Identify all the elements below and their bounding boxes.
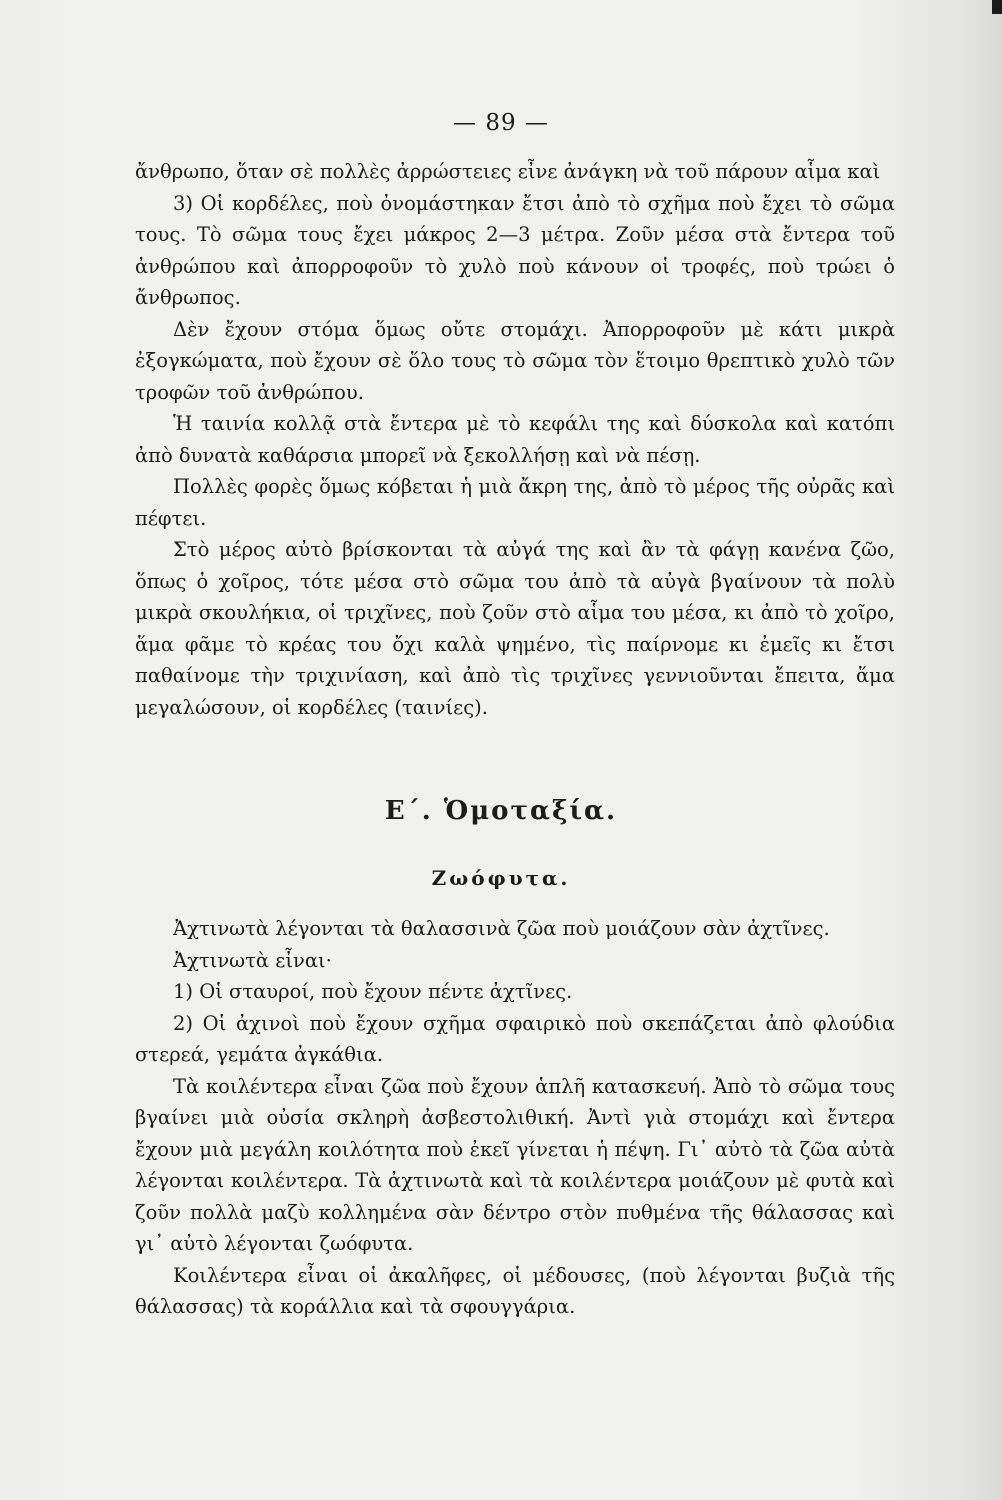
paragraph-tail-cut: Πολλὲς φορὲς ὅμως κόβεται ἡ μιὰ ἄκρη της, ἀπὸ τὸ μέρος τῆς οὐρᾶς καὶ πέφτει. [135, 475, 895, 530]
chapter-title: Ε΄. Ὁμοταξία. [384, 796, 618, 826]
paragraph-radiates-definition: Ἀχτινωτὰ λέγονται τὰ θαλασσινὰ ζῶα ποὺ μοιάζουν σὰν ἀχτῖνες. [173, 917, 830, 940]
paragraph-attachment: Ἡ ταινία κολλᾷ στὰ ἔντερα μὲ τὸ κεφάλι της καὶ δύσκολα καὶ κατόπι ἀπὸ δυνατὰ καθάρσια μπορεῖ νὰ ξεκολλήσῃ καὶ νὰ πέσῃ. [135, 412, 895, 467]
section-subtitle: Ζωόφυτα. [431, 866, 571, 890]
page-number: — 89 — [453, 110, 549, 136]
page-corner-mark [992, 0, 1002, 14]
text-block-bottom [135, 913, 895, 1323]
list-item-urchins: 2) Οἱ ἀχινοὶ ποὺ ἔχουν σχῆμα σφαιρικὸ ποὺ σκεπάζεται ἀπὸ φλούδια στερεά, γεμάτα ἀγκάθια. [135, 1011, 895, 1066]
paragraph-no-mouth: Δὲν ἔχουν στόμα ὅμως οὔτε στομάχι. Ἀπορροφοῦν μὲ κάτι μικρὰ ἐξογκώματα, ποὺ ἔχουν σὲ ὅλο τους τὸ σῶμα τὸν ἕτοιμο θρεπτικὸ χυλὸ τῶν τροφῶν τοῦ ἀνθρώπου. [135, 317, 895, 404]
paragraph-coelenterate-examples: Κοιλέντερα εἶναι οἱ ἀκαλῆφες, οἱ μέδουσες, (ποὺ λέγονται βυζιὰ τῆς θάλασσας) τὰ κοράλλια καὶ τὰ σφουγγάρια. [135, 1263, 895, 1318]
paragraph-trichinosis: Στὸ μέρος αὐτὸ βρίσκονται τὰ αὐγά της καὶ ἂν τὰ φάγῃ κανένα ζῶο, ὅπως ὁ χοῖρος, τότε μέσα στὸ σῶμα του ἀπὸ τὰ αὐγὰ βγαίνουν τὰ πολὺ μικρὰ σκουλήκια, οἱ τριχῖνες, ποὺ ζοῦν στὸ αἷμα του μέσα, κι ἀπὸ τὸ χοῖρο, ἅμα φᾶμε τὸ κρέας του ὄχι καλὰ ψημένο, τὶς παίρνομε κι ἐμεῖς κι ἔτσι παθαίνομε τὴν τριχινίαση, καὶ ἀπὸ τὶς τριχῖνες γεννιοῦνται ἔπειτα, ἅμα μεγαλώσουν, οἱ κορδέλες (ταινίες). [135, 538, 895, 719]
text-block-top [135, 156, 895, 723]
list-item-starfish: 1) Οἱ σταυροί, ποὺ ἔχουν πέντε ἀχτῖνες. [173, 980, 573, 1003]
paragraph-continuation: ἄνθρωπο, ὅταν σὲ πολλὲς ἀρρώστειες εἶνε ἀνάγκη νὰ τοῦ πάρουν αἷμα καὶ [135, 160, 881, 183]
paragraph-coelenterates: Τὰ κοιλέντερα εἶναι ζῶα ποὺ ἔχουν ἁπλῆ κατασκευή. Ἀπὸ τὸ σῶμα τους βγαίνει μιὰ οὐσία σκληρὴ ἀσβεστολιθική. Ἀντὶ γιὰ στομάχι καὶ ἔντερα ἔχουν μιὰ μεγάλη κοιλότητα ποὺ ἐκεῖ γίνεται ἡ πέψη. Γι᾿ αὐτὸ τὰ ζῶα αὐτὰ λέγονται κοιλέντερα. Τὰ ἀχτινωτὰ καὶ τὰ κοιλέντερα μοιάζουν μὲ φυτὰ καὶ ζοῦν πολλὰ μαζὺ κολλημένα σὰν δέντρο στὸν πυθμένα τῆς θάλασσας καὶ γι᾿ αὐτὸ λέγονται ζωόφυτα. [135, 1074, 895, 1255]
paragraph-tapeworms: 3) Οἱ κορδέλες, ποὺ ὀνομάστηκαν ἔτσι ἀπὸ τὸ σχῆμα ποὺ ἔχει τὸ σῶμα τους. Τὸ σῶμα τους ἔχει μάκρος 2—3 μέτρα. Ζοῦν μέσα στὰ ἔντερα τοῦ ἀνθρώπου καὶ ἀπορροφοῦν τὸ χυλὸ ποὺ κάνουν οἱ τροφές, ποὺ τρώει ὁ ἄνθρωπος. [135, 191, 895, 309]
paragraph-radiates-list-intro: Ἀχτινωτὰ εἶναι· [173, 948, 332, 972]
